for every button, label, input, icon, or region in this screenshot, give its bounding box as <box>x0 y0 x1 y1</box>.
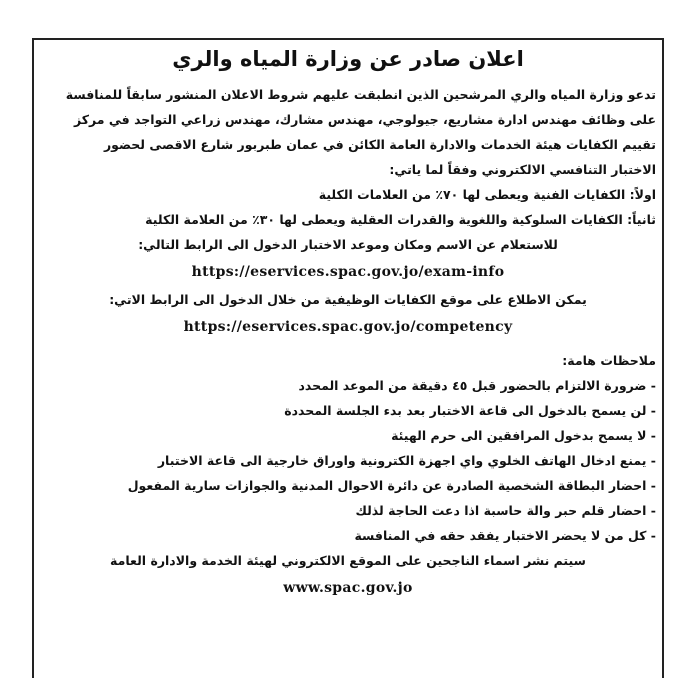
announcement-notice <box>40 44 656 603</box>
notice-title: اعلان صادر عن وزارة المياه والري <box>172 47 524 71</box>
note-item: - احضار قلم حبر والة حاسبة اذا دعت الحاجة لذلك <box>355 503 656 518</box>
behavioral-competency-item: ثانياً: الكفايات السلوكية واللغوية والقدرات العقلية ويعطى لها ٣٠٪ من العلامة الكلية <box>145 212 656 227</box>
exam-info-link[interactable]: https://eservices.spac.gov.jo/exam-info <box>191 264 505 280</box>
closing-text: سيتم نشر اسماء الناجحين على الموقع الالكتروني لهيئة الخدمة والادارة العامة <box>110 553 586 568</box>
notes-heading: ملاحظات هامة: <box>562 353 656 368</box>
note-item: - لن يسمح بالدخول الى قاعة الاختبار بعد بدء الجلسة المحددة <box>284 403 656 418</box>
intro-line: الاختبار التنافسي الالكتروني وفقاً لما ياتي: <box>389 162 656 177</box>
note-item: - ضرورة الالتزام بالحضور قبل ٤٥ دقيقة من الموعد المحدد <box>298 378 656 393</box>
note-item: - كل من لا يحضر الاختبار يفقد حقه في المنافسة <box>354 528 656 543</box>
exam-info-text: للاستعلام عن الاسم ومكان وموعد الاختبار الدخول الى الرابط التالي: <box>138 237 558 252</box>
competency-link[interactable]: https://eservices.spac.gov.jo/competency <box>183 319 513 335</box>
intro-line: تقييم الكفايات هيئة الخدمات والادارة العامة الكائن في عمان طبربور شارع الاقصى لحضور <box>103 137 656 152</box>
competency-text: يمكن الاطلاع على موقع الكفايات الوظيفية من خلال الدخول الى الرابط الاتي: <box>109 292 587 307</box>
note-item: - يمنع ادخال الهاتف الخلوي واي اجهزة الكترونية واوراق خارجية الى قاعة الاختبار <box>157 453 656 468</box>
technical-competency-item: اولاً: الكفايات الفنية ويعطى لها ٧٠٪ من العلامات الكلية <box>318 187 656 202</box>
intro-line: على وظائف مهندس ادارة مشاريع، جيولوجي، مهندس مشارك، مهندس زراعي التواجد في مركز <box>73 112 656 127</box>
note-item: - لا يسمح بدخول المرافقين الى حرم الهيئة <box>391 428 656 443</box>
intro-line: تدعو وزارة المياه والري المرشحين الذين انطبقت عليهم شروط الاعلان المنشور سابقاً للمنافسة <box>65 87 656 102</box>
note-item: - احضار البطاقة الشخصية الصادرة عن دائرة الاحوال المدنية والجوازات سارية المفعول <box>127 478 656 493</box>
website-link[interactable]: www.spac.gov.jo <box>283 580 413 596</box>
